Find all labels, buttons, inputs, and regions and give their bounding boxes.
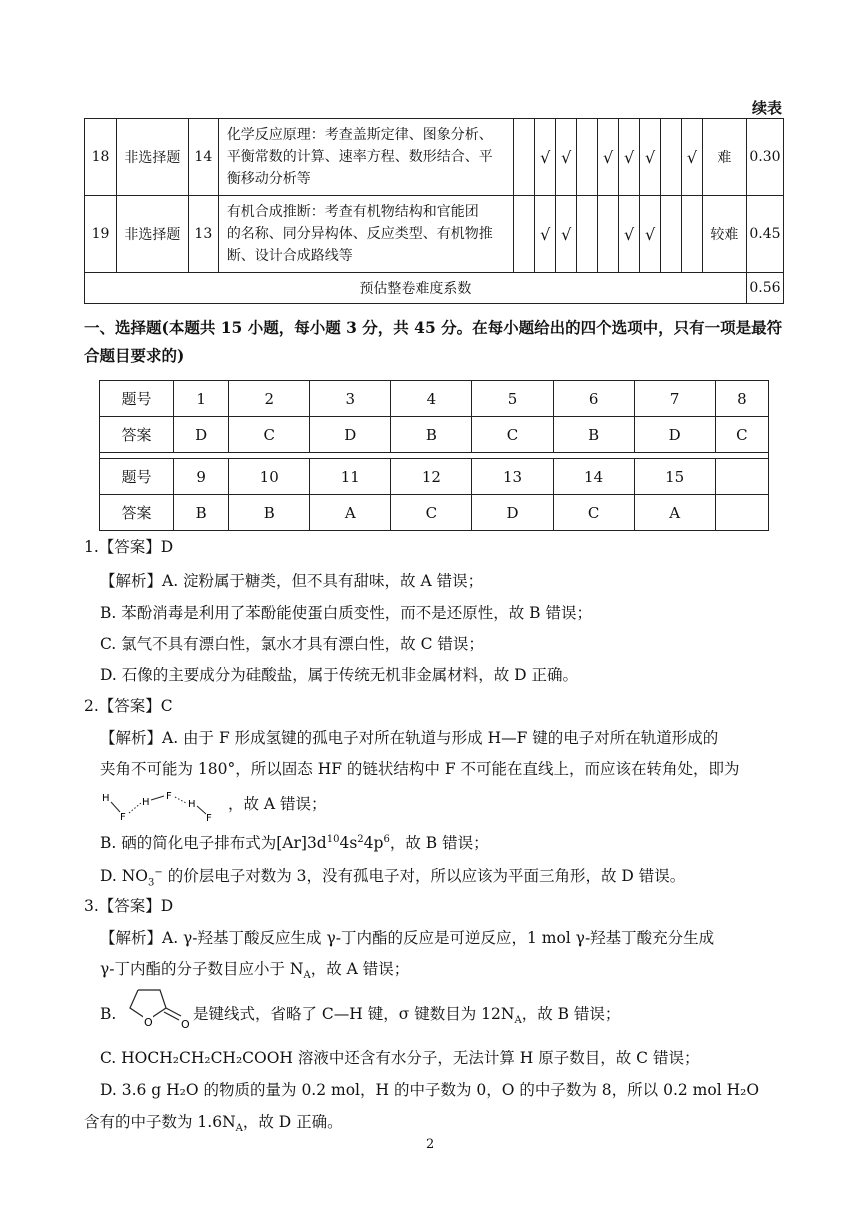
hf-label: F [120,812,126,823]
check-mark-icon: √ [644,147,656,167]
question-number-cell: 8 [715,381,768,417]
footer-label: 预估整卷难度系数 [85,273,747,304]
difficulty-coefficient: 0.45 [746,196,783,273]
answer-cell: C [553,495,634,531]
question-number-cell: 5 [472,381,553,417]
question-number-cell: 14 [553,459,634,495]
question-number-cell: 10 [229,459,310,495]
answer-cell: B [553,417,634,453]
answer-cell: D [174,417,229,453]
question-number-row [100,381,769,417]
q3-line-3-prefix: B. [100,1005,117,1023]
hf-label: H [188,799,196,810]
description-line: 有机合成推断：考查有机物结构和官能团 [226,204,479,220]
check-mark-icon: √ [686,147,698,167]
q1-line-4: D. 石像的主要成分为硅酸盐，属于传统无机非金属材料，故 D 正确。 [100,666,579,684]
question-number-cell: 1 [174,381,229,417]
description-line: 衡移动分析等 [226,171,311,187]
question-score: 13 [188,196,218,273]
answer-cell: B [391,417,472,453]
answer-cell: D [634,417,715,453]
check-cell [514,196,535,273]
answer-cell: B [174,495,229,531]
q3-line-3: 是键线式，省略了 C—H 键，σ 键数目为 $12N_A$，故 B 错误； [193,1005,621,1027]
answer-cell: A [634,495,715,531]
question-number-label: 题号 [100,459,174,495]
lactone-ring-structure [116,986,194,1030]
q3-answer-head: 3.【答案】D [84,897,174,915]
question-number-cell: 3 [310,381,391,417]
check-cell [577,196,598,273]
hf-chain-structure [100,789,228,823]
question-score: 14 [188,119,218,196]
question-number-cell: 15 [634,459,715,495]
q1-line-2: B. 苯酚消毒是利用了苯酚能使蛋白质变性，而不是还原性，故 B 错误； [100,604,592,622]
question-number-cell: 2 [229,381,310,417]
answer-cell: A [310,495,391,531]
question-description [218,196,513,273]
question-number-cell: 13 [472,459,553,495]
answer-cell: D [310,417,391,453]
spec-row [85,119,784,196]
check-cell [598,196,619,273]
hf-label: F [166,791,172,802]
check-cell [556,119,577,196]
q2-line-4: B. 硒的简化电子排布式为$[Ar]3d^{10}4s^24p^6$，故 B 错误； [100,834,489,853]
answer-label: 答案 [100,417,174,453]
answer-row [100,495,769,531]
spec-row [85,196,784,273]
q2-line-5: D. $NO_3^-$ 的价层电子对数为 3，没有孤电子对，所以应该为平面三角形，故 D 错误。 [100,867,686,889]
q3-line-5: D. 3.6 g H₂O 的物质的量为 0.2 mol，H 的中子数为 0，O 的中子数为 8，所以 0.2 mol H₂O [100,1081,760,1099]
check-mark-icon: √ [603,147,614,167]
q1-line-3: C. 氯气不具有漂白性，氯水才具有漂白性，故 C 错误； [100,635,484,653]
difficulty: 难 [702,119,746,196]
check-mark-icon: √ [623,224,635,244]
check-cell [619,119,640,196]
ring-oxygen-label: O [144,1016,153,1029]
answer-label: 答案 [100,495,174,531]
description-line: 的名称、同分异构体、反应类型、有机物推 [226,226,493,242]
description-line: 断、设计合成路线等 [226,248,353,264]
q3-line-2: γ-丁内酯的分子数目应小于 $N_A$，故 A 错误； [100,960,410,982]
check-mark-icon: √ [540,224,551,244]
question-number-cell: 6 [553,381,634,417]
q1-line-1: 【解析】A. 淀粉属于糖类，但不具有甜味，故 A 错误； [100,572,484,590]
difficulty: 较难 [702,196,746,273]
question-number-cell [715,459,768,495]
answer-cell: D [472,495,553,531]
q3-line-4: C. HOCH₂CH₂CH₂COOH 溶液中还含有水分子，无法计算 H 原子数目，故 C 错误； [100,1049,700,1067]
q2-line-1: 【解析】A. 由于 F 形成氢键的孤电子对所在轨道与形成 H—F 键的电子对所在轨道形成的 [100,729,719,747]
check-cell [535,119,556,196]
question-description [218,119,513,196]
answer-cell: B [229,495,310,531]
check-mark-icon: √ [623,147,635,167]
description-line: 平衡常数的计算、速率方程、数形结合、平 [226,149,493,165]
answer-cell: C [229,417,310,453]
question-number-label: 题号 [100,381,174,417]
question-type: 非选择题 [116,119,188,196]
check-cell [661,119,682,196]
description-line: 化学反应原理：考查盖斯定律、图象分析、 [226,127,493,143]
q3-line-6: 含有的中子数为 $1.6N_A$，故 D 正确。 [84,1113,343,1135]
q1-answer-head: 1.【答案】D [84,538,174,556]
check-cell [535,196,556,273]
check-cell [681,196,702,273]
check-cell [514,119,535,196]
hf-label: H [142,797,150,808]
q3-line-1: 【解析】A. γ-羟基丁酸反应生成 γ-丁内酯的反应是可逆反应，1 mol γ-羟基丁酸充分生成 [100,929,715,947]
footer-value: 0.56 [746,273,783,304]
answer-cell: C [715,417,768,453]
check-mark-icon: √ [540,147,551,167]
question-number-cell: 7 [634,381,715,417]
check-mark-icon: √ [561,147,572,167]
question-number-cell: 4 [391,381,472,417]
q2-line-3: ，故 A 错误； [228,795,327,813]
check-cell [619,196,640,273]
answer-table [99,380,769,531]
question-type: 非选择题 [116,196,188,273]
question-number-cell: 11 [310,459,391,495]
difficulty-coefficient: 0.30 [746,119,783,196]
hf-label: F [206,813,212,823]
check-mark-icon: √ [561,224,572,244]
question-number-cell: 9 [174,459,229,495]
check-cell [661,196,682,273]
answer-cell [715,495,768,531]
page-number: 2 [426,1137,435,1152]
check-cell [640,196,661,273]
answer-cell: C [472,417,553,453]
question-number: 19 [85,196,117,273]
check-mark-icon: √ [644,224,656,244]
check-cell [681,119,702,196]
check-cell [640,119,661,196]
q2-answer-head: 2.【答案】C [84,697,173,715]
question-number-row [100,459,769,495]
check-cell [598,119,619,196]
section-title: 一、选择题(本题共 15 小题，每小题 3 分，共 45 分。在每小题给出的四个选项中，只有一项是最符合题目要求的) [84,318,783,365]
hf-label: H [102,793,110,804]
carbonyl-oxygen-label: O [181,1018,190,1030]
check-cell [577,119,598,196]
check-cell [556,196,577,273]
question-number: 18 [85,119,117,196]
question-number-cell: 12 [391,459,472,495]
answer-cell: C [391,495,472,531]
answer-row [100,417,769,453]
continued-label: 续表 [752,99,783,117]
q2-line-2: 夹角不可能为 180°，所以固态 HF 的链状结构中 F 不可能在直线上，而应该在转角处，即为 [100,760,740,778]
spec-footer-row [85,273,784,304]
spec-table [84,118,784,304]
